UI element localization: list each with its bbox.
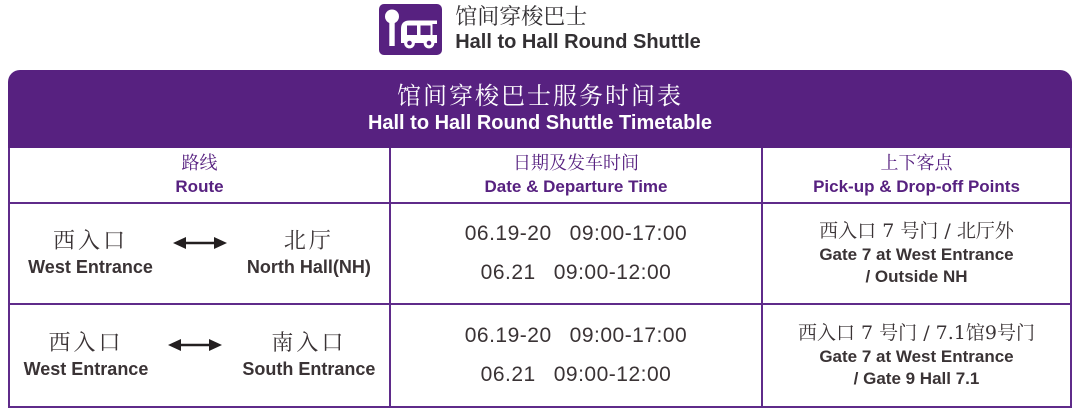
points-en-line2: / Outside NH	[865, 267, 968, 287]
route-to	[242, 330, 375, 382]
points-zh: 西入口 7 号门 / 北厅外	[819, 219, 1014, 242]
route-from-zh: 西入口	[52, 228, 128, 254]
route-from	[24, 330, 149, 382]
timetable-grid	[8, 148, 1072, 408]
page-title-zh: 馆间穿梭巴士	[455, 4, 588, 30]
timetable-title-en: Hall to Hall Round Shuttle Timetable	[367, 112, 713, 134]
time-range: 09:00-17:00	[569, 222, 688, 245]
table-row-2-times	[391, 305, 763, 406]
time-line	[465, 222, 688, 246]
time-range: 09:00-12:00	[553, 363, 672, 386]
column-header-points	[763, 148, 1070, 204]
table-row-2-route	[10, 305, 391, 406]
column-header-route-zh: 路线	[181, 153, 218, 175]
route-from	[28, 228, 153, 280]
time-line	[481, 363, 672, 387]
route-to-en: South Entrance	[242, 359, 376, 380]
shuttle-bus-icon	[379, 4, 442, 55]
route-to-zh: 南入口	[271, 330, 347, 356]
points-en-line1: Gate 7 at West Entrance	[819, 245, 1014, 265]
route-from-zh: 西入口	[48, 330, 124, 356]
column-header-datetime	[391, 148, 763, 204]
date-range: 06.19-20	[464, 222, 552, 245]
column-header-datetime-zh: 日期及发车时间	[513, 153, 639, 175]
column-header-points-en: Pick-up & Drop-off Points	[813, 176, 1020, 196]
route-from-en: West Entrance	[23, 359, 149, 380]
timetable-title-banner	[8, 70, 1072, 148]
date-range: 06.21	[480, 261, 536, 284]
column-header-points-zh: 上下客点	[880, 153, 953, 175]
time-range: 09:00-12:00	[553, 261, 672, 284]
page-header	[0, 4, 1080, 55]
column-header-route-en: Route	[175, 176, 224, 196]
double-arrow-icon	[168, 338, 222, 357]
date-range: 06.19-20	[464, 324, 552, 347]
route-to-en: North Hall(NH)	[246, 257, 371, 278]
table-row-1-times	[391, 204, 763, 305]
points-en-line1: Gate 7 at West Entrance	[819, 347, 1014, 367]
table-row-2-points	[763, 305, 1070, 406]
timetable-title-zh: 馆间穿梭巴士服务时间表	[397, 82, 683, 110]
column-header-route	[10, 148, 391, 204]
time-range: 09:00-17:00	[569, 324, 688, 347]
points-en-line2: / Gate 9 Hall 7.1	[853, 369, 980, 389]
time-line	[481, 261, 672, 285]
table-row-1-route	[10, 204, 391, 305]
points-zh: 西入口 7 号门 / 7.1馆9号门	[798, 321, 1035, 344]
shuttle-timetable	[8, 70, 1072, 408]
table-row-1-points	[763, 204, 1070, 305]
page-title	[455, 5, 701, 55]
time-line	[465, 324, 688, 348]
route-to	[247, 228, 371, 280]
route-to-zh: 北厅	[283, 228, 334, 254]
route-from-en: West Entrance	[28, 257, 153, 278]
date-range: 06.21	[480, 363, 536, 386]
column-header-datetime-en: Date & Departure Time	[484, 176, 668, 196]
page-title-en: Hall to Hall Round Shuttle	[455, 30, 701, 53]
double-arrow-icon	[173, 236, 227, 255]
